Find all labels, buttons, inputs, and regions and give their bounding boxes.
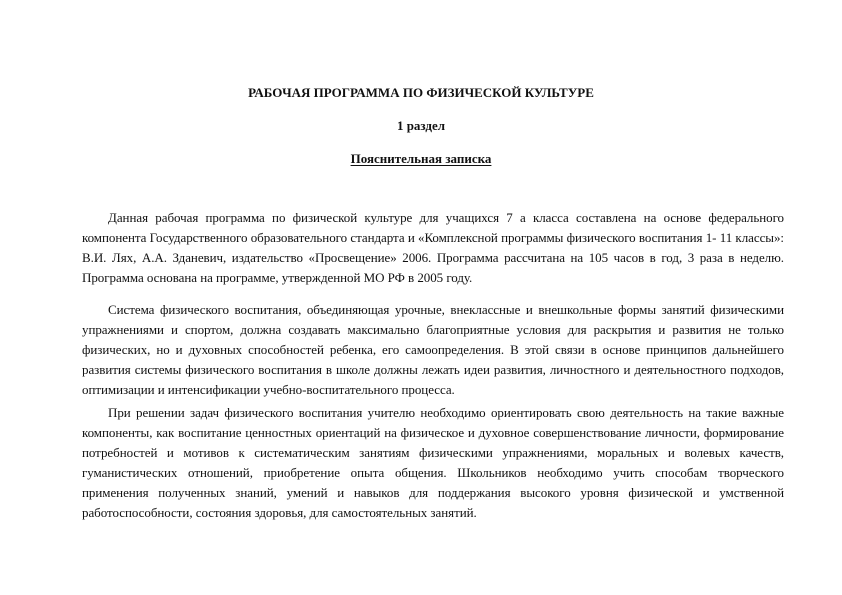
paragraph-intro: Данная рабочая программа по физической культуре для учащихся 7 а класса составлена на основе федерального компонента Государственного образовательного стандарта и «Комплексной программы физического воспитания 1- 11 классы»: В.И. Лях, А.А. Зданевич, издательство «Просвещение» 2006. Программа рассчитана на 105 часов в год, 3 раза в неделю. Программа основана на программе, утвержденной МО РФ в 2005 году. (82, 210, 784, 285)
section-heading: 1 раздел (396, 118, 446, 133)
document-title: РАБОЧАЯ ПРОГРАММА ПО ФИЗИЧЕСКОЙ КУЛЬТУРЕ (248, 85, 594, 100)
paragraph-tasks: При решении задач физического воспитания учителю необходимо ориентировать свою деятельность на такие важные компоненты, как воспитание ценностных ориентаций на физическое и духовное совершенствование личности, формирование потребностей и мотивов к систематическим занятиям физическими упражнениями, моральных и волевых качеств, гуманистических отношений, приобретение опыта общения. Школьников необходимо учить способам творческого применения полученных знаний, умений и навыков для поддержания высокого уровня физической и умственной работоспособности, состояния здоровья, для самостоятельных занятий. (82, 405, 784, 520)
paragraph-system: Система физического воспитания, объединяющая урочные, внеклассные и внешкольные формы занятий физическими упражнениями и спортом, должна создавать максимально благоприятные условия для раскрытия и развития не только физических, но и духовных способностей ребенка, его самоопределения. В этой связи в основе принципов дальнейшего развития системы физического воспитания в школе должны лежать идеи развития, личностного и деятельностного подходов, оптимизации и интенсификации учебно-воспитательного процесса. (82, 302, 784, 397)
document-subtitle: Пояснительная записка (350, 151, 492, 166)
